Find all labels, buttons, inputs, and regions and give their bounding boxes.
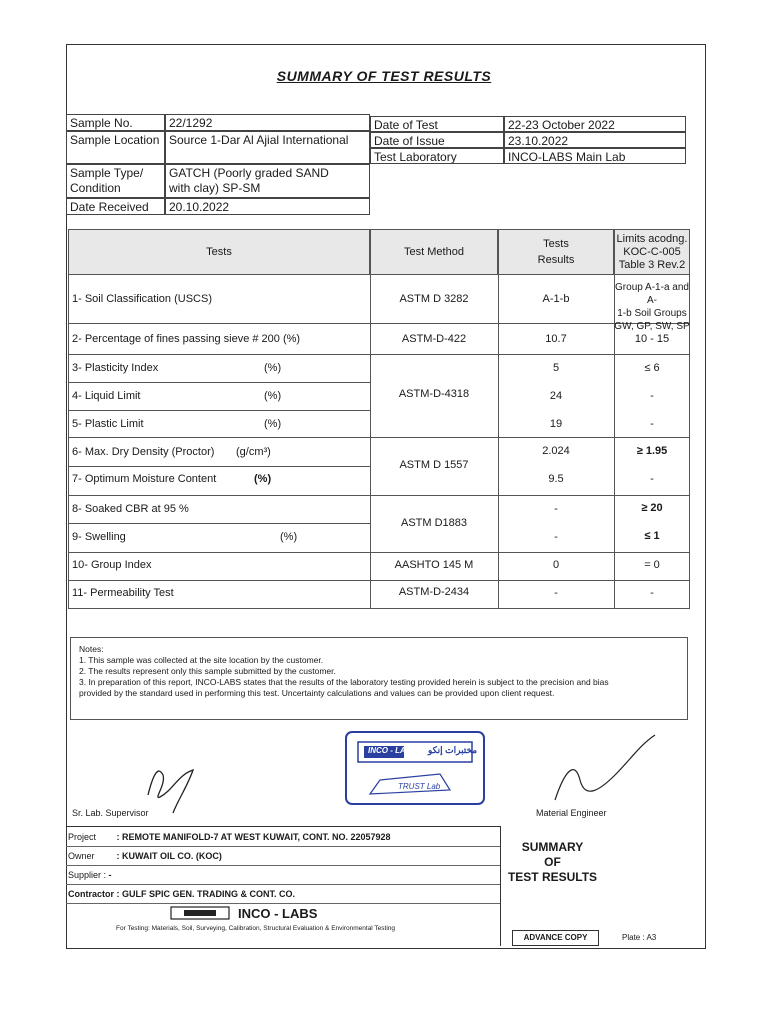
project-value: : REMOTE MANIFOLD-7 AT WEST KUWAIT, CONT. NO. 22057928: [116, 832, 391, 842]
limit-line2: 1-b Soil Groups: [617, 308, 687, 319]
header-method: Test Method: [370, 229, 498, 275]
sample-type-value: [165, 164, 370, 198]
sample-type-label-line1: Sample Type/: [70, 166, 144, 180]
supplier-label: Supplier :: [68, 870, 107, 880]
contractor-value: GULF SPIC GEN. TRADING & CONT. CO.: [122, 889, 296, 899]
summary-label: [505, 830, 600, 910]
sample-type-line2: with clay) SP-SM: [169, 181, 261, 195]
stamp-text-ar: مختبرات إنكو: [428, 745, 478, 755]
supervisor-signature: [118, 755, 218, 815]
stamp-text-en: INCO - LABS: [368, 746, 417, 755]
footer-divider: [66, 826, 500, 827]
test-name: 2- Percentage of fines passing sieve # 200 (%): [72, 333, 301, 345]
owner-row: [68, 851, 222, 861]
footer-vdivider: [500, 826, 501, 946]
test-method: ASTM-D-2434: [398, 586, 470, 598]
test-limit: 10 - 15: [634, 333, 670, 345]
sample-type-label: [66, 164, 165, 198]
test-name: 8- Soaked CBR at 95 %: [72, 503, 189, 515]
header-limits-line3: Table 3 Rev.2: [618, 258, 686, 271]
stamp-tagline: TRUST Lab: [398, 782, 441, 791]
test-unit: (%): [264, 390, 282, 402]
date-of-issue-value: 23.10.2022: [504, 132, 686, 148]
test-name: 4- Liquid Limit: [72, 390, 141, 402]
test-method: AASHTO 145 M: [394, 559, 474, 571]
date-of-test-label: Date of Test: [370, 116, 504, 132]
supplier-row: [68, 870, 112, 880]
contractor-row: [68, 889, 295, 899]
footer-divider: [66, 865, 500, 866]
row-divider: [68, 466, 370, 467]
plate-number: Plate : A3: [622, 933, 657, 942]
test-result: -: [554, 587, 558, 599]
footer-divider: [66, 903, 500, 904]
row-divider: [68, 382, 370, 383]
test-result: 10.7: [545, 333, 567, 345]
company-logo: [170, 906, 230, 920]
company-stamp: [340, 728, 490, 808]
footer-divider: [66, 846, 500, 847]
owner-value: : KUWAIT OIL CO. (KOC): [116, 851, 222, 861]
test-method: ASTM D1883: [400, 517, 468, 529]
row-divider: [68, 552, 690, 553]
supplier-value: -: [108, 870, 112, 880]
test-limit: ≤ 1: [644, 530, 660, 542]
note-line: 3. In preparation of this report, INCO-LABS states that the results of the laboratory testing provided herein is subject to the precision and bias: [79, 677, 609, 687]
summary-line1: SUMMARY: [521, 840, 584, 854]
notes-box: [70, 637, 688, 720]
date-of-test-value: 22-23 October 2022: [504, 116, 686, 132]
header-results-line1: Tests: [543, 238, 569, 250]
sample-no-label: Sample No.: [66, 114, 165, 131]
test-name: 5- Plastic Limit: [72, 418, 144, 430]
company-name: INCO - LABS: [238, 906, 318, 921]
test-name: 11- Permeability Test: [72, 587, 174, 599]
test-result: -: [554, 531, 558, 543]
sample-location-label: Sample Location: [66, 131, 165, 164]
sample-location-value: Source 1-Dar Al Ajial International: [165, 131, 370, 164]
row-divider: [68, 323, 690, 324]
test-name: 10- Group Index: [72, 559, 152, 571]
header-limits-line1: Limits acodng.: [616, 232, 688, 245]
test-limit: ≤ 6: [644, 362, 660, 374]
test-name: 9- Swelling: [72, 531, 126, 543]
advance-copy-badge: ADVANCE COPY: [512, 930, 599, 946]
row-divider: [68, 523, 370, 524]
summary-line3: TEST RESULTS: [507, 870, 598, 884]
test-result: 24: [549, 390, 563, 402]
sample-no-value: 22/1292: [165, 114, 370, 131]
project-label: Project: [68, 832, 97, 842]
test-lab-label: Test Laboratory: [370, 148, 504, 164]
footer-divider: [66, 884, 500, 885]
project-row: [68, 832, 391, 842]
owner-label: Owner: [68, 851, 95, 861]
test-result: 0: [552, 559, 560, 571]
test-unit: (%): [280, 531, 298, 543]
test-name: 3- Plasticity Index: [72, 362, 159, 374]
row-divider: [68, 410, 370, 411]
note-line: provided by the standard used in performing this test. Uncertainty calculations and values can be provided upon client request.: [79, 688, 555, 698]
row-divider: [68, 354, 690, 355]
test-limit: -: [650, 418, 654, 430]
header-limits-line2: KOC-C-005: [623, 245, 681, 258]
header-tests: Tests: [68, 229, 370, 275]
test-unit: (%): [254, 473, 272, 485]
header-results-line2: Results: [537, 254, 575, 266]
sample-type-label-line2: Condition: [70, 181, 121, 195]
test-result: 9.5: [548, 473, 564, 485]
limit-line1: Group A-1-a and A-: [615, 282, 689, 306]
date-received-label: Date Received: [66, 198, 165, 215]
test-method: ASTM D 3282: [399, 293, 469, 305]
limit-line3: GW, GP, SW, SP: [614, 321, 690, 332]
engineer-signature: [545, 730, 665, 820]
test-lab-value: INCO-LABS Main Lab: [504, 148, 686, 164]
page-title: SUMMARY OF TEST RESULTS: [276, 68, 492, 84]
company-tagline: For Testing: Materials, Soil, Surveying, Calibration, Structural Evaluation & Environmental Testing: [116, 925, 396, 932]
summary-line2: OF: [544, 855, 561, 869]
test-method: ASTM D 1557: [399, 459, 469, 471]
test-result: 2.024: [542, 445, 570, 457]
test-unit: (%): [264, 418, 282, 430]
sample-type-line1: GATCH (Poorly graded SAND: [169, 166, 329, 180]
test-limit: = 0: [644, 559, 660, 571]
row-divider: [68, 437, 690, 438]
test-name: 7- Optimum Moisture Content: [72, 473, 217, 485]
test-result: 5: [552, 362, 560, 374]
test-result: -: [554, 503, 558, 515]
test-limit: -: [650, 390, 654, 402]
test-limit: ≥ 1.95: [636, 445, 668, 457]
test-method: ASTM-D-422: [401, 333, 467, 345]
test-method: ASTM-D-4318: [398, 388, 470, 400]
notes-heading: Notes:: [79, 644, 104, 654]
test-limit: -: [650, 473, 654, 485]
contractor-label: Contractor :: [68, 889, 120, 899]
engineer-label: Material Engineer: [536, 808, 607, 818]
test-unit: (g/cm³): [236, 446, 271, 458]
test-limit: -: [650, 587, 654, 599]
test-unit: (%): [264, 362, 282, 374]
results-table: [68, 229, 690, 609]
test-result: A-1-b: [542, 293, 570, 305]
note-line: 2. The results represent only this sample submitted by the customer.: [79, 666, 336, 676]
test-result: 19: [549, 418, 563, 430]
test-limit: [614, 281, 690, 333]
supervisor-label: Sr. Lab. Supervisor: [72, 808, 149, 818]
row-divider: [68, 495, 690, 496]
test-name: 1- Soil Classification (USCS): [72, 293, 212, 305]
note-line: 1. This sample was collected at the site location by the customer.: [79, 655, 324, 665]
row-divider: [68, 580, 690, 581]
date-received-value: 20.10.2022: [165, 198, 370, 215]
test-limit: ≥ 20: [641, 502, 663, 514]
date-of-issue-label: Date of Issue: [370, 132, 504, 148]
test-name: 6- Max. Dry Density (Proctor): [72, 446, 215, 458]
